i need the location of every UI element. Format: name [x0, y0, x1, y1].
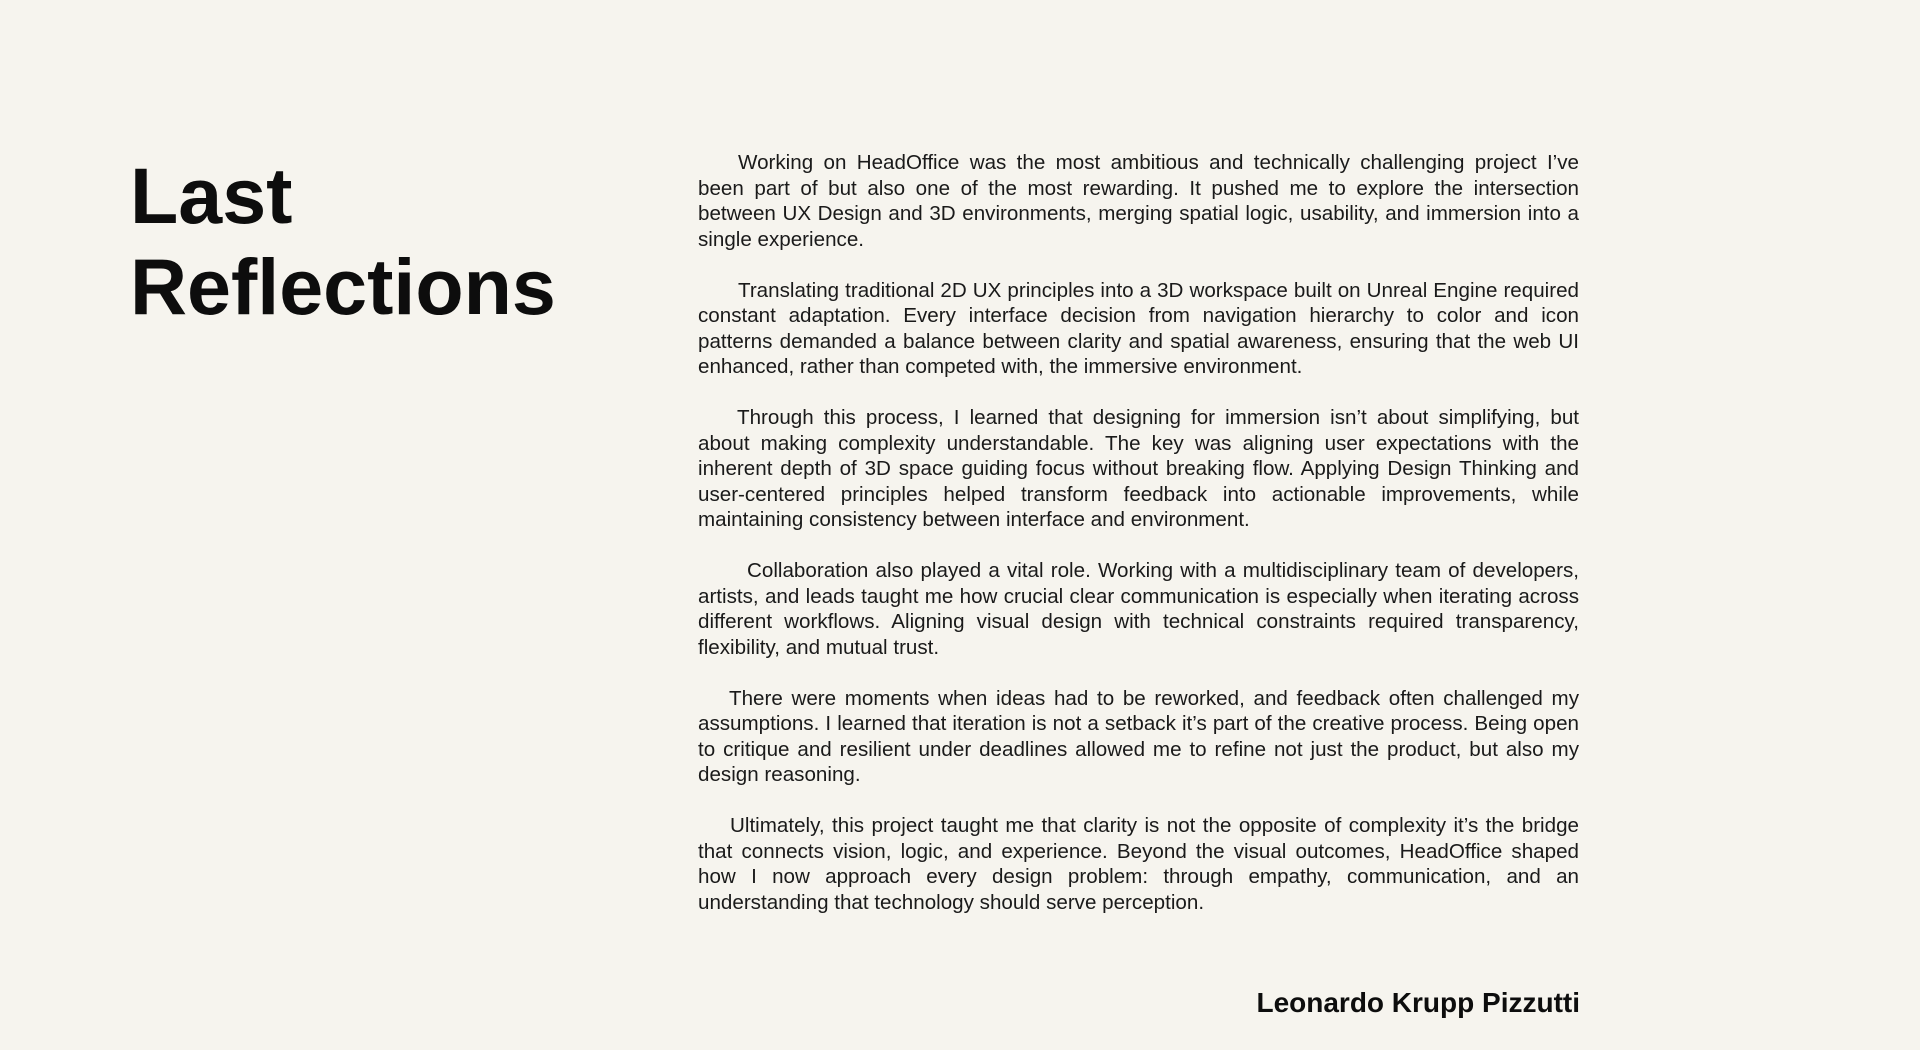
paragraph-1: Working on HeadOffice was the most ambitious and technically challenging project I’ve been part of but also one of the most rewarding. It pushed me to explore the intersection between UX Design and 3D environments, merging spatial logic, usability, and immersion into a single experience. [698, 151, 1579, 251]
page-title-line-1: Last [130, 151, 293, 240]
author-signature: Leonardo Krupp Pizzutti [1256, 987, 1580, 1018]
reflection-body [698, 150, 1579, 941]
page-title [130, 150, 556, 332]
paragraph-4: Collaboration also played a vital role. Working with a multidisciplinary team of developers, artists, and leads taught me how crucial clear communication is especially when iterating across different workflows. Aligning visual design with technical constraints required transparency, flexibility, and mutual trust. [698, 559, 1579, 659]
paragraph-3: Through this process, I learned that designing for immersion isn’t about simplifying, but about making complexity understandable. The key was aligning user expectations with the inherent depth of 3D space guiding focus without breaking flow. Applying Design Thinking and user-centered principles helped transform feedback into actionable improvements, while maintaining consistency between interface and environment. [698, 406, 1579, 531]
page-title-line-2: Reflections [130, 242, 556, 331]
paragraph-2: Translating traditional 2D UX principles into a 3D workspace built on Unreal Engine required constant adaptation. Every interface decision from navigation hierarchy to color and icon patterns demanded a balance between clarity and spatial awareness, ensuring that the web UI enhanced, rather than competed with, the immersive environment. [698, 278, 1579, 378]
paragraph-5: There were moments when ideas had to be reworked, and feedback often challenged my assumptions. I learned that iteration is not a setback it’s part of the creative process. Being open to critique and resilient under deadlines allowed me to refine not just the product, but also my design reasoning. [698, 686, 1579, 786]
paragraph-6: Ultimately, this project taught me that clarity is not the opposite of complexity it’s the bridge that connects vision, logic, and experience. Beyond the visual outcomes, HeadOffice shaped how I now approach every design problem: through empathy, communication, and an understanding that technology should serve perception. [698, 814, 1579, 914]
